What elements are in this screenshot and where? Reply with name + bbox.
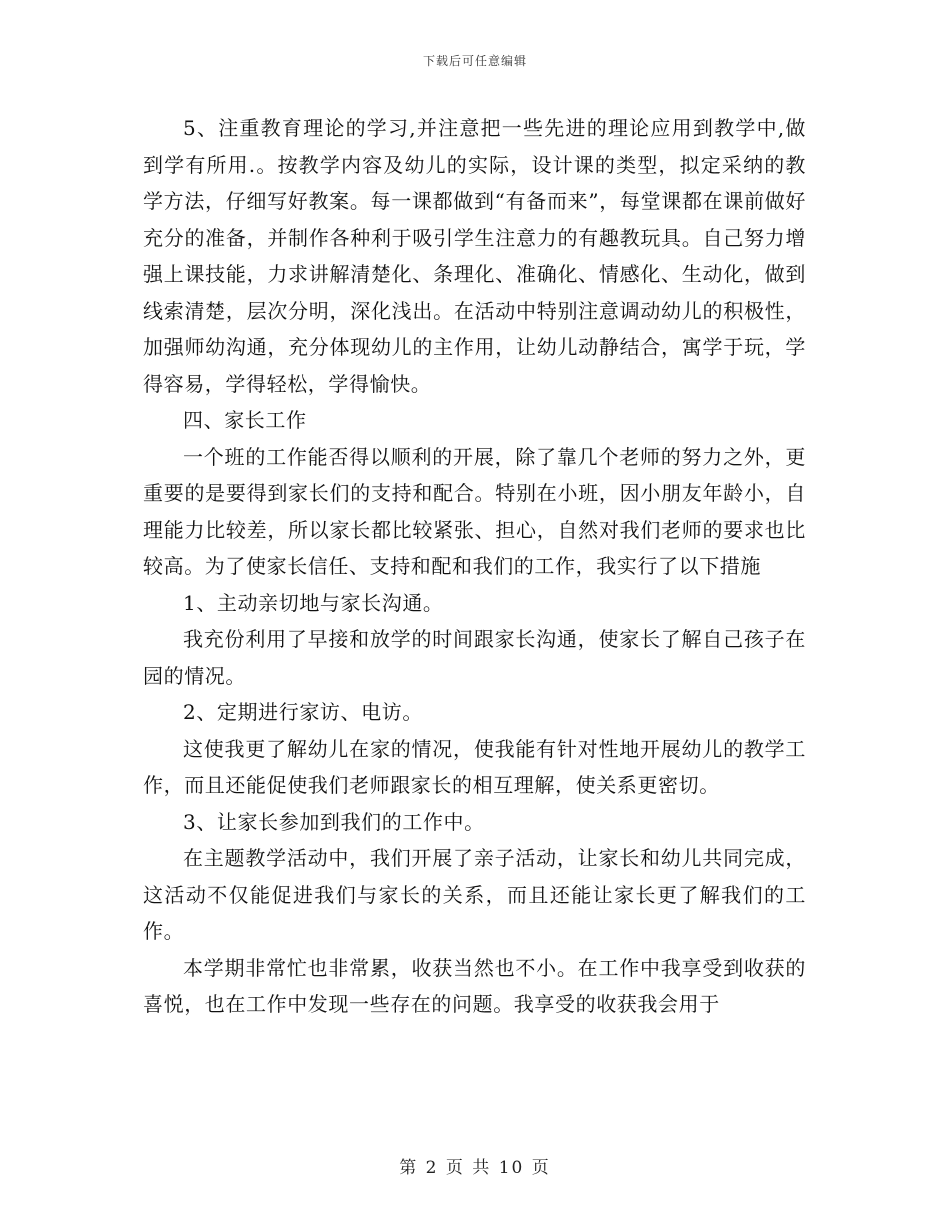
list-item-parent-participation: 3、让家长参加到我们的工作中。 — [183, 809, 485, 834]
section-heading-parent-work: 四、家长工作 — [183, 408, 307, 432]
paragraph-semester-summary: 本学期非常忙也非常累，收获当然也不小。在工作中我享受到收获的喜悦，也在工作中发现一些存在的问题。我享受的收获我会用于 — [143, 955, 806, 1016]
paragraph-parent-support: 一个班的工作能否得以顺利的开展，除了靠几个老师的努力之外，更重要的是要得到家长们的支持和配合。特别在小班，因小朋友年龄小，自理能力比较差，所以家长都比较紧张、担心，自然对我们老师的要求也比较高。为了使家长信任、支持和配和我们的工作，我实行了以下措施 — [143, 444, 806, 578]
paragraph-parent-participation-detail: 在主题教学活动中，我们开展了亲子活动，让家长和幼儿共同完成，这活动不仅能促进我们与家长的关系，而且还能让家长更了解我们的工作。 — [143, 846, 806, 943]
paragraph-teaching-theory: 5、注重教育理论的学习,并注意把一些先进的理论应用到教学中,做到学有所用.。按教学内容及幼儿的实际，设计课的类型，拟定采纳的教学方法，仔细写好教案。每一课都做到“有备而来”，每堂课都在课前做好充分的准备，并制作各种利于吸引学生注意力的有趣教玩具。自己努力增强上课技能，力求讲解清楚化、条理化、准确化、情感化、生动化，做到线索清楚，层次分明，深化浅出。在活动中特别注意调动幼儿的积极性，加强师幼沟通，充分体现幼儿的主作用，让幼儿动静结合，寓学于玩，学得容易，学得轻松，学得愉快。 — [143, 116, 806, 396]
list-item-communicate: 1、主动亲切地与家长沟通。 — [183, 590, 444, 615]
paragraph-home-visits-detail: 这使我更了解幼儿在家的情况，使我能有针对性地开展幼儿的教学工作，而且还能促使我们老师跟家长的相互理解，使关系更密切。 — [143, 736, 806, 797]
page-header: 下载后可任意编辑 — [422, 54, 527, 68]
page-number-footer: 第 2 页 共 10 页 — [399, 1158, 551, 1178]
document-body — [143, 110, 806, 1023]
paragraph-communicate-detail: 我充份利用了早接和放学的时间跟家长沟通，使家长了解自己孩子在园的情况。 — [143, 627, 806, 688]
list-item-home-visits: 2、定期进行家访、电访。 — [183, 700, 423, 724]
